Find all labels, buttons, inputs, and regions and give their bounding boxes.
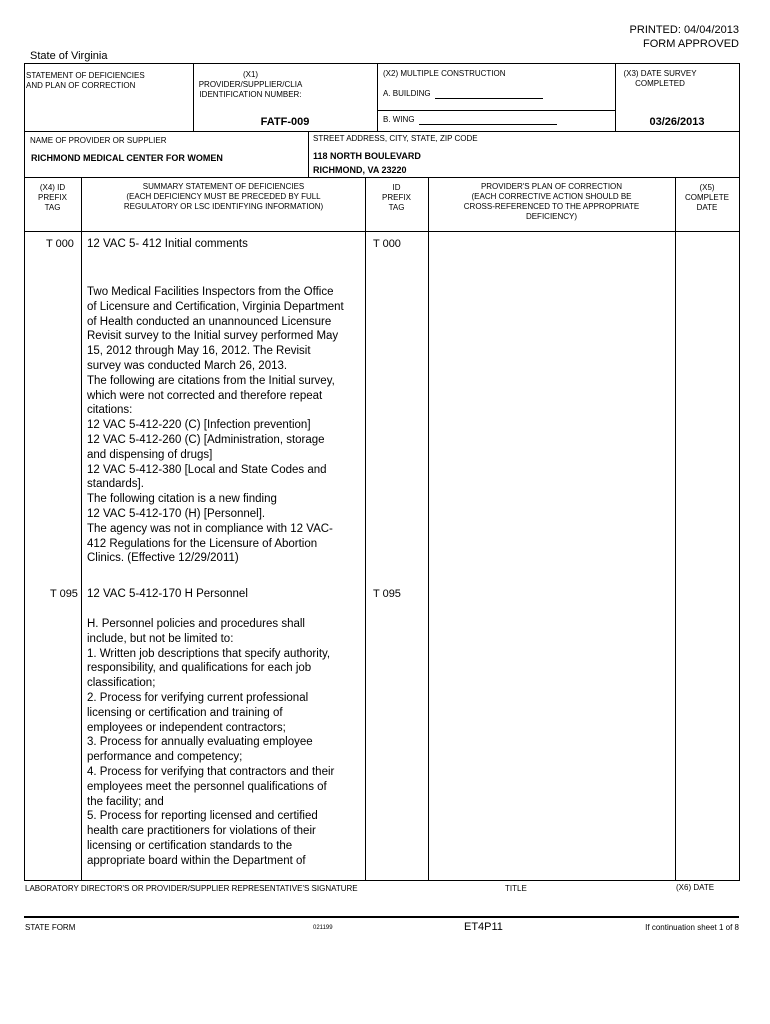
title-label: TITLE (505, 884, 527, 893)
entry-body: Two Medical Facilities Inspectors from the Office of Licensure and Certification, Virginia Department of Health conducted an unannounced Licensure Revisit survey to the Initial survey performed May 15, 2012 through May 16, 2012. The Revisit survey was conducted March 26, 2013. The following are citations from the Initial survey, which were not corrected and therefore repeat citations: 12 VAC 5-412-220 (C) [Infection prevention] 12 VAC 5-412-260 (C) [Administration, storage and dispensing of drugs] 12 VAC 5-412-380 [Local and State Codes and standards]. The following citation is a new finding 12 VAC 5-412-170 (H) [Personnel]. The agency was not in compliance with 12 VAC- 412 Regulations for the Licensure of Abortion Clinics. (Effective 12/29/2011) (87, 286, 344, 565)
divider-header-bottom (24, 231, 739, 232)
x1-value: FATF-009 (260, 116, 310, 128)
x1-label: (X1) PROVIDER/SUPPLIER/CLIA IDENTIFICATION NUMBER: (198, 70, 303, 99)
x2-label: (X2) MULTIPLE CONSTRUCTION (383, 69, 506, 78)
frame-right (739, 63, 740, 881)
statement-label: STATEMENT OF DEFICIENCIES AND PLAN OF CORRECTION (26, 71, 145, 90)
entry-title: 12 VAC 5- 412 Initial comments (87, 238, 248, 250)
entry-tag: T 000 (46, 238, 74, 250)
entry-tag: T 095 (50, 588, 78, 600)
provider-name-label: NAME OF PROVIDER OR SUPPLIER (30, 136, 167, 145)
column-x4-header: (X4) ID PREFIX TAG (38, 183, 67, 212)
column-summary-header: SUMMARY STATEMENT OF DEFICIENCIES (EACH DEFICIENCY MUST BE PRECEDED BY FULL REGULATORY OR LSC IDENTIFYING INFORMATION) (123, 182, 324, 211)
provider-name: RICHMOND MEDICAL CENTER FOR WOMEN (31, 153, 223, 163)
x3-value: 03/26/2013 (649, 116, 705, 128)
wing-field[interactable] (383, 115, 557, 125)
building-field[interactable] (383, 89, 543, 99)
divider-wing (377, 110, 615, 111)
column-line-3 (428, 177, 429, 881)
column-line-2 (365, 177, 366, 881)
column-plan-header: PROVIDER'S PLAN OF CORRECTION (EACH CORRECTIVE ACTION SHOULD BE CROSS-REFERENCED TO THE APPROPRIATE DEFICIENCY) (463, 182, 640, 221)
wing-label: B. WING (383, 115, 415, 124)
frame-top (24, 63, 739, 64)
printed-date: PRINTED: 04/04/2013 (629, 24, 739, 36)
x3-label: (X3) DATE SURVEY COMPLETED (623, 69, 697, 88)
state-name: State of Virginia (30, 50, 108, 62)
event-id: ET4P11 (464, 921, 503, 933)
footer-rule (24, 916, 739, 918)
address-line2: RICHMOND, VA 23220 (313, 165, 407, 175)
column-x5-header: (X5) COMPLETE DATE (684, 183, 729, 212)
column-id-header: ID PREFIX TAG (382, 183, 411, 212)
divider-x2 (377, 63, 378, 131)
building-blank (435, 89, 543, 99)
column-line-1 (81, 177, 82, 881)
entry-title: 12 VAC 5-412-170 H Personnel (87, 588, 248, 600)
continuation-note: If continuation sheet 1 of 8 (645, 923, 739, 932)
entry-id-tag: T 095 (373, 588, 401, 600)
wing-blank (419, 115, 557, 125)
divider-provider (24, 131, 739, 132)
address-line1: 118 NORTH BOULEVARD (313, 151, 421, 161)
building-label: A. BUILDING (383, 89, 431, 98)
x6-date-label: (X6) DATE (676, 883, 715, 892)
form-code: 021199 (313, 925, 333, 931)
signature-label: LABORATORY DIRECTOR'S OR PROVIDER/SUPPLIER REPRESENTATIVE'S SIGNATURE (25, 884, 358, 893)
state-form-label: STATE FORM (25, 923, 76, 932)
column-line-4 (675, 177, 676, 881)
address-label: STREET ADDRESS, CITY, STATE, ZIP CODE (313, 134, 478, 143)
entry-id-tag: T 000 (373, 238, 401, 250)
form-approved: FORM APPROVED (643, 38, 739, 50)
divider-columns-top (24, 177, 739, 178)
frame-bottom (24, 880, 739, 881)
divider-address (308, 131, 309, 177)
entry-body: H. Personnel policies and procedures shall include, but not be limited to: 1. Written job descriptions that specify authority, responsibility, and qualifications for each job classification; 2. Process for verifying current professional licensing or certification and training of employees or independent contractors; 3. Process for annually evaluating employee performance and competency; 4. Process for verifying that contractors and their employees meet the personnel qualifications of the facility; and 5. Process for reporting licensed and certified health care practitioners for violations of their licensing or certification standards to the appropriate board within the Department of (87, 618, 335, 867)
